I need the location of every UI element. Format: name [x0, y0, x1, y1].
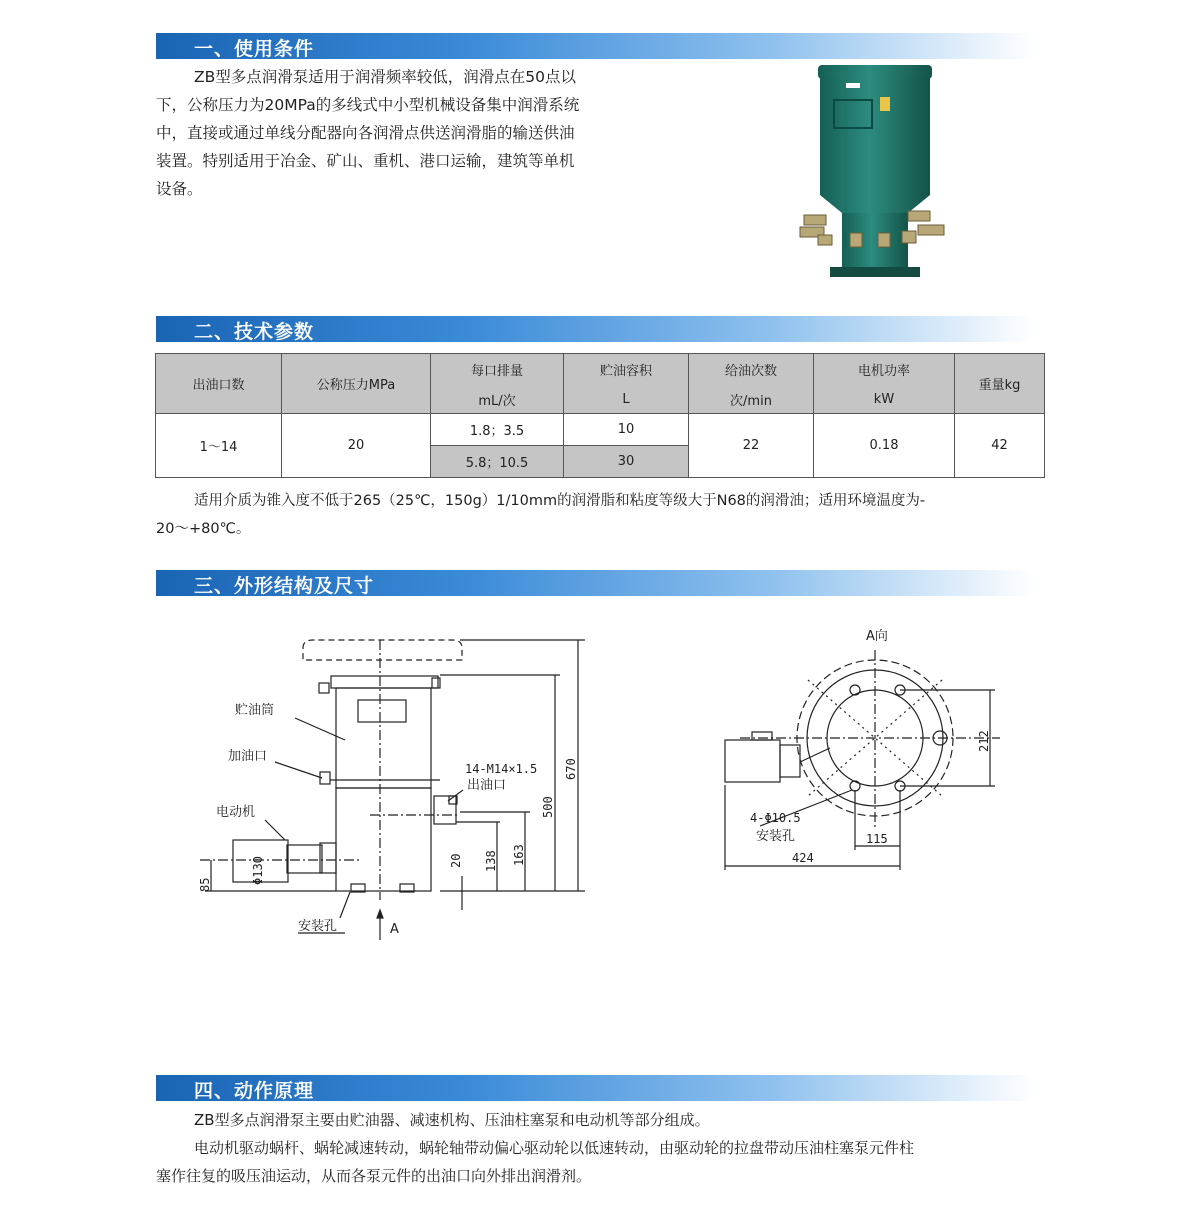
- cell-capacity-1: 10: [564, 414, 689, 446]
- pump-photo: [790, 55, 960, 290]
- label-view-a: A向: [866, 629, 888, 644]
- cell-capacity-2: 30: [564, 446, 689, 478]
- dim-h138: 138: [484, 850, 498, 872]
- cell-frequency: 22: [689, 414, 814, 478]
- unit-frequency: 次/min: [689, 386, 814, 414]
- side-view: [200, 640, 585, 940]
- dim-w424: 424: [792, 851, 814, 865]
- dim-d130: Φ130: [251, 856, 265, 885]
- top-view: [725, 650, 1000, 870]
- unit-power: kW: [814, 386, 955, 414]
- label-outlet: 出油口: [467, 778, 507, 793]
- note-line: 20～+80℃。: [156, 521, 251, 537]
- section-1-line: ZB型多点润滑泵适用于润滑频率较低，润滑点在50点以: [194, 68, 576, 86]
- header-frequency: 给油次数: [689, 354, 814, 386]
- header-displacement: 每口排量: [431, 354, 564, 386]
- section-2-header: [156, 316, 1036, 342]
- dim-h20: 20: [449, 853, 463, 868]
- cell-outlets: 1～14: [156, 414, 282, 478]
- label-mount-hole: 安装孔: [298, 919, 338, 934]
- table-header-row: [156, 354, 1045, 386]
- cell-weight: 42: [955, 414, 1045, 478]
- section-1-title: 一、使用条件: [194, 38, 315, 60]
- label-reservoir: 贮油筒: [235, 703, 275, 718]
- section-1-line: 中，直接或通过单线分配器向各润滑点供送润滑脂的输送供油: [156, 124, 575, 142]
- section-4-line: 电动机驱动蜗杆、蜗轮减速转动，蜗轮轴带动偏心驱动轮以低速转动，由驱动轮的拉盘带动压油柱塞泵元件柱: [194, 1139, 915, 1157]
- label-holes: 4-Φ10.5: [750, 811, 801, 825]
- table-row: [156, 414, 1045, 446]
- cell-displacement-2: 5.8；10.5: [431, 446, 564, 478]
- dim-h163: 163: [512, 844, 526, 866]
- section-4-body: [156, 1106, 1066, 1190]
- section-1-line: 装置。特别适用于冶金、矿山、重机、港口运输，建筑等单机: [156, 152, 575, 170]
- note-line: 适用介质为锥入度不低于265（25℃，150g）1/10mm的润滑脂和粘度等级大于N68的润滑油；适用环境温度为-: [194, 493, 926, 509]
- section-4-line: 塞作往复的吸压油运动，从而各泵元件的出油口向外排出润滑剂。: [156, 1167, 592, 1185]
- label-arrow-a: A: [390, 922, 399, 937]
- header-weight: 重量kg: [955, 354, 1045, 414]
- section-1-line: 下，公称压力为20MPa的多线式中小型机械设备集中润滑系统: [156, 96, 580, 114]
- label-thread: 14-M14×1.5: [465, 762, 538, 776]
- dim-w212: 212: [977, 730, 991, 752]
- section-3-header: [156, 570, 1036, 596]
- header-capacity: 贮油容积: [564, 354, 689, 386]
- unit-capacity: L: [564, 386, 689, 414]
- section-3-title: 三、外形结构及尺寸: [194, 575, 375, 597]
- dim-h670: 670: [564, 758, 578, 780]
- cell-power: 0.18: [814, 414, 955, 478]
- section-4-title: 四、动作原理: [194, 1080, 315, 1102]
- header-pressure: 公称压力MPa: [282, 354, 431, 414]
- section-1-line: 设备。: [156, 180, 203, 198]
- spec-table: [155, 353, 1045, 478]
- dim-h500: 500: [541, 796, 555, 818]
- cell-pressure: 20: [282, 414, 431, 478]
- section-2-title: 二、技术参数: [194, 321, 315, 343]
- label-motor: 电动机: [216, 805, 256, 820]
- label-filler: 加油口: [228, 749, 268, 764]
- cell-displacement-1: 1.8；3.5: [431, 414, 564, 446]
- label-mount-hole-2: 安装孔: [756, 829, 796, 844]
- section-4-line: ZB型多点润滑泵主要由贮油器、减速机构、压油柱塞泵和电动机等部分组成。: [194, 1111, 710, 1129]
- dim-h85: 85: [198, 877, 212, 892]
- section-1-body: [156, 63, 656, 203]
- unit-displacement: mL/次: [431, 386, 564, 414]
- dim-w115: 115: [866, 832, 888, 846]
- header-power: 电机功率: [814, 354, 955, 386]
- section-2-note: [156, 487, 1056, 543]
- section-4-header: [156, 1075, 1036, 1101]
- header-outlets: 出油口数: [156, 354, 282, 414]
